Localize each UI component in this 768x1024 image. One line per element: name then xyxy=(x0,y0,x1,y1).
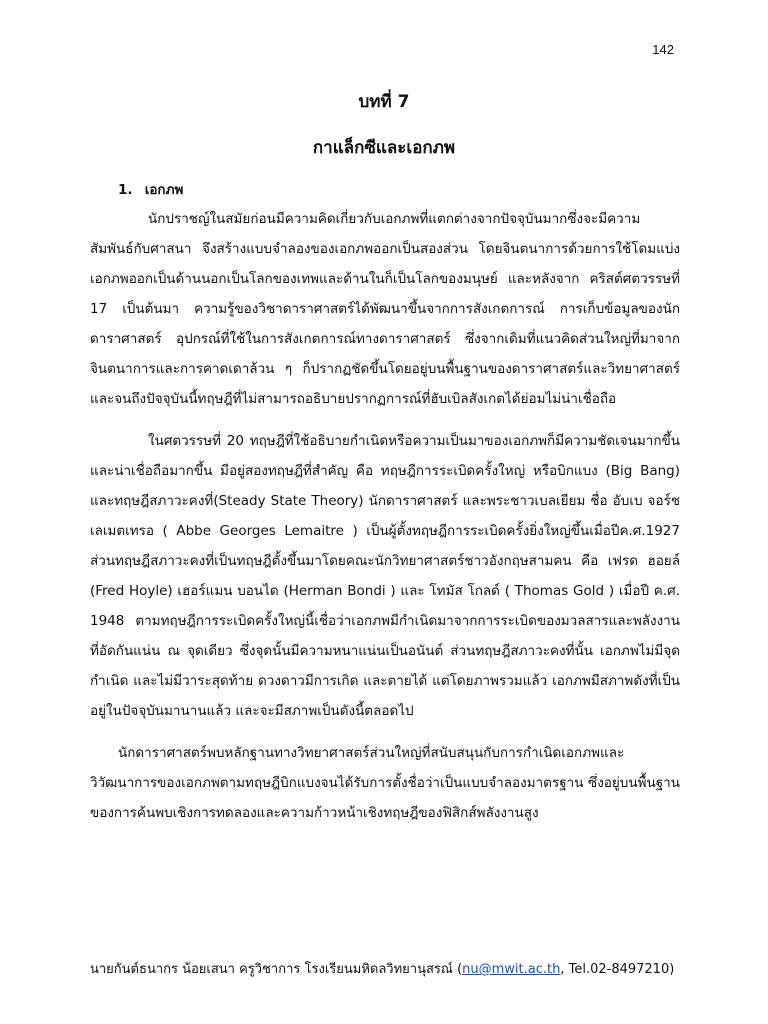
section-title: เอกภพ xyxy=(144,182,184,198)
footer-phone: , Tel.02-8497210) xyxy=(560,962,675,977)
paragraph-gap xyxy=(90,726,680,738)
page-footer xyxy=(90,958,680,979)
page-number: 142 xyxy=(652,42,674,57)
chapter-number: บทที่ 7 xyxy=(358,92,410,112)
paragraph: ในศตวรรษที่ 20 ทฤษฎีที่ใช้อธิบายกำเนิดหรือความเป็นมาของเอกภพก็มีความชัดเจนมากขึ้นและน่าเชื่อถือมากขึ้น มีอยู่สองทฤษฎีที่สำคัญ คือ ทฤษฎีการระเบิดครั้งใหญ่ หรือบิกแบง (Big Bang) และทฤษฎีสภาวะคงที่(Steady State Theory) นักดาราศาสตร์ และพระชาวเบลเยียม ชื่อ อับเบ จอร์ช เลเมตเทรอ ( Abbe Georges Lemaitre ) เป็นผู้ตั้งทฤษฎีการระเบิดครั้งยิ่งใหญ่ขึ้นเมื่อปีค.ศ.1927 ส่วนทฤษฎีสภาวะคงที่เป็นทฤษฎีตั้งขึ้นมาโดยคณะนักวิทยาศาสตร์ชาวอังกฤษสามคน คือ เฟรด ฮอยล์ (Fred Hoyle) เฮอร์แมน บอนได (Herman Bondi ) และ โทมัส โกลด์ ( Thomas Gold ) เมื่อปี ค.ศ. 1948 ตามทฤษฎีการระเบิดครั้งใหญ่นี้เชื่อว่าเอกภพมีกำเนิดมาจากการระเบิดของมวลสารและพลังงานที่อัดกันแน่น ณ จุดเดียว ซึ่งจุดนั้นมีความหนาแน่นเป็นอนันต์ ส่วนทฤษฎีสภาวะคงที่นั้น เอกภพไม่มีจุดกำเนิด และไม่มีวาระสุดท้าย ดวงดาวมีการเกิด และตายได้ แต่โดยภาพรวมแล้ว เอกภพมีสภาพดังที่เป็นอยู่ในปัจจุบันมานานแล้ว และจะมีสภาพเป็นดังนี้ตลอดไป xyxy=(90,433,680,719)
section-number: 1. xyxy=(118,182,133,198)
footer-email-link[interactable]: nu@mwit.ac.th xyxy=(462,962,561,977)
footer-author: นายกันต์ธนากร น้อยเสนา ครูวิชาการ โรงเรียนมหิดลวิทยานุสรณ์ ( xyxy=(90,962,463,977)
paragraph: นักดาราศาสตร์พบหลักฐานทางวิทยาศาสตร์ส่วนใหญ่ที่สนับสนุนกับการกำเนิดเอกภพและวิวัฒนาการของเอกภพตามทฤษฎีบิกแบงจนได้รับการตั้งชื่อว่าเป็นแบบจำลองมาตรฐาน ซึ่งอยู่บนพื้นฐานของการค้นพบเชิงการทดลองและความก้าวหน้าเชิงทฤษฎีของฟิสิกส์พลังงานสูง xyxy=(90,745,680,821)
paragraph: นักปราชญ์ในสมัยก่อนมีความคิดเกี่ยวกับเอกภพที่แตกต่างจากปัจจุบันมากซึ่งจะมีความสัมพันธ์กับศาสนา จึงสร้างแบบจำลองของเอกภพออกเป็นสองส่วน โดยจินตนาการด้วยการใช้โดมแบ่งเอกภพออกเป็นด้านนอกเป็นโลกของเทพและด้านในก็เป็นโลกของมนุษย์ และหลังจาก คริสต์ศตวรรษที่ 17 เป็นต้นมา ความรู้ของวิชาดาราศาสตร์ได้พัฒนาขึ้นจากการสังเกตการณ์ การเก็บข้อมูลของนักดาราศาสตร์ อุปกรณ์ที่ใช้ในการสังเกตการณ์ทางดาราศาสตร์ ซึ่งจากเดิมที่แนวคิดส่วนใหญ่ที่มาจากจินตนาการและการคาดเดาล้วน ๆ ก็ปรากฏชัดขึ้นโดยอยู่บนพื้นฐานของดาราศาสตร์และวิทยาศาสตร์ และจนถึงปัจจุบันนี้ทฤษฎีที่ไม่สามารถอธิบายปรากฏการณ์ที่ฮับเบิลสังเกตได้ย่อมไม่น่าเชื่อถือ xyxy=(90,211,680,407)
body-text xyxy=(90,176,680,828)
section-heading xyxy=(90,176,680,204)
paragraph-gap xyxy=(90,414,680,426)
chapter-title: กาแล็กซีและเอกภพ xyxy=(312,138,456,158)
